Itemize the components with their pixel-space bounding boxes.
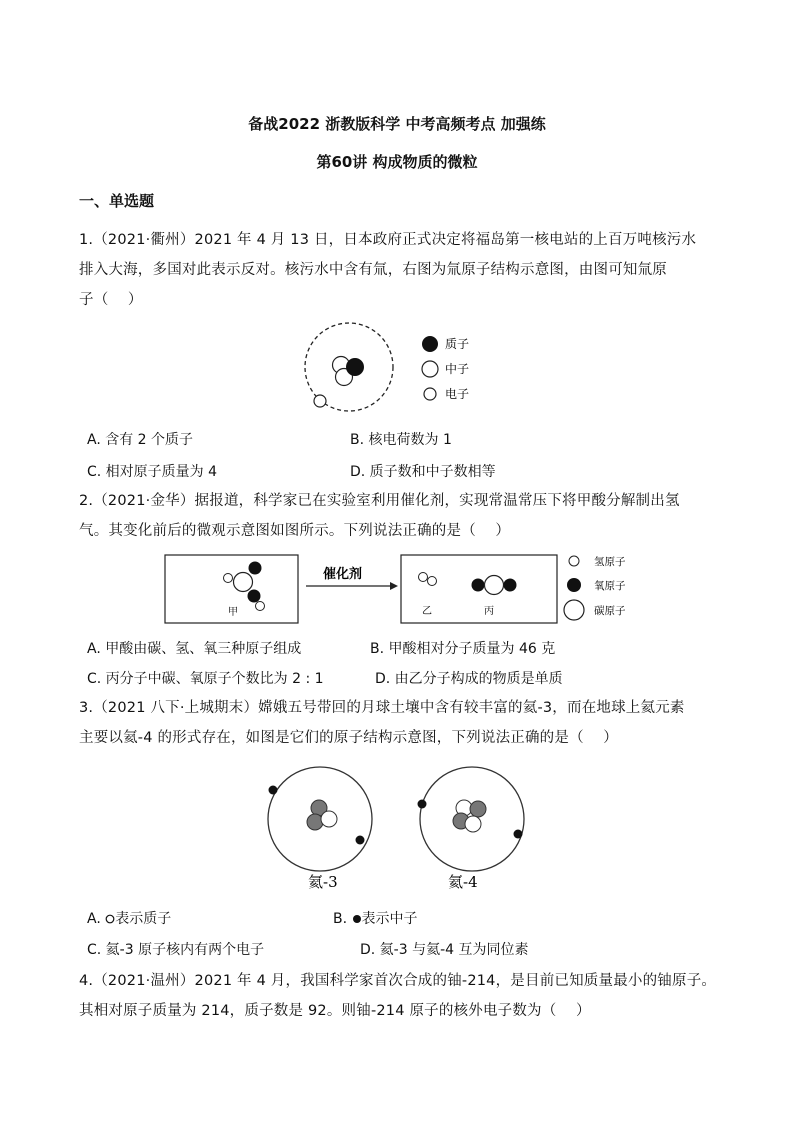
legend-neutron-label: 中子 <box>445 362 470 376</box>
legend-proton-icon <box>422 336 438 352</box>
he4-neutron <box>465 816 481 832</box>
question-4 <box>79 966 749 1026</box>
legend-oxygen-icon <box>567 578 581 592</box>
he3-proton <box>307 814 323 830</box>
legend-neutron-icon <box>422 361 438 377</box>
question-2-line: 2.（2021·金华）据报道，科学家已在实验室利用催化剂，实现常温常压下将甲酸分解制出氢 <box>79 493 680 509</box>
legend-hydrogen-label: 氢原子 <box>594 556 626 568</box>
formic-acid-reaction-diagram <box>164 551 634 627</box>
q3-option-b <box>333 908 418 928</box>
he3-electron <box>356 836 365 845</box>
legend-electron-icon <box>424 388 436 400</box>
q3-option-c: C. 氦-3 原子核内有两个电子 <box>87 942 265 958</box>
carbon-atom <box>234 573 253 592</box>
q1-option-d: D. 质子数和中子数相等 <box>350 464 496 480</box>
q1-option-c: C. 相对原子质量为 4 <box>87 464 218 480</box>
oxygen-atom <box>249 562 262 575</box>
proton <box>347 359 364 376</box>
open-circle-icon <box>105 914 115 924</box>
oxygen-atom <box>248 590 261 603</box>
question-3 <box>79 693 739 753</box>
q3-option-a-prefix: A. <box>87 911 106 927</box>
filled-circle-icon <box>352 914 362 924</box>
question-1-line: 1.（2021·衢州）2021 年 4 月 13 日，日本政府正式决定将福岛第一核电站的上百万吨核污水 <box>79 232 697 248</box>
q2-option-b: B. 甲酸相对分子质量为 46 克 <box>370 641 556 657</box>
q2-option-a: A. 甲酸由碳、氢、氧三种原子组成 <box>87 641 302 657</box>
he3-neutron <box>321 811 337 827</box>
q3-option-b-prefix: B. <box>333 911 352 927</box>
he3-label: 氦-3 <box>308 873 338 891</box>
he4-label: 氦-4 <box>448 873 478 891</box>
he4-proton <box>470 801 486 817</box>
label-bing: 丙 <box>484 606 494 617</box>
question-1-line: 子（ ） <box>79 292 143 308</box>
oxygen-atom <box>472 579 485 592</box>
section-heading: 一、单选题 <box>79 192 155 210</box>
tritium-atom-diagram <box>295 322 485 414</box>
label-jia: 甲 <box>228 607 238 618</box>
hydrogen-atom <box>224 574 233 583</box>
q2-option-d: D. 由乙分子构成的物质是单质 <box>375 671 563 687</box>
question-2-line: 气。其变化前后的微观示意图如图所示。下列说法正确的是（ ） <box>79 523 511 539</box>
he4-electron <box>418 800 427 809</box>
legend-carbon-label: 碳原子 <box>594 605 626 617</box>
he4-electron <box>514 830 523 839</box>
legend-hydrogen-icon <box>569 556 579 566</box>
question-3-line: 主要以氦-4 的形式存在，如图是它们的原子结构示意图，下列说法正确的是（ ） <box>79 730 618 746</box>
q1-option-a: A. 含有 2 个质子 <box>87 432 194 448</box>
q1-option-b: B. 核电荷数为 1 <box>350 432 452 448</box>
he3-electron <box>269 786 278 795</box>
q3-option-a-text: 表示质子 <box>115 911 172 927</box>
hydrogen-atom <box>419 573 428 582</box>
q2-option-c: C. 丙分子中碳、氧原子个数比为 2 : 1 <box>87 671 324 687</box>
question-1 <box>79 225 739 315</box>
legend-oxygen-label: 氧原子 <box>594 580 626 592</box>
helium-isotopes-diagram <box>262 764 532 894</box>
arrow-head-icon <box>390 582 398 590</box>
label-yi: 乙 <box>422 606 432 617</box>
document-title: 备战2022 浙教版科学 中考高频考点 加强练 <box>248 115 546 133</box>
electron <box>314 395 326 407</box>
question-2 <box>79 486 739 546</box>
question-3-line: 3.（2021 八下·上城期末）嫦娥五号带回的月球土壤中含有较丰富的氦-3，而在地球上氦元素 <box>79 700 685 716</box>
q3-option-d: D. 氦-3 与氦-4 互为同位素 <box>360 942 529 958</box>
legend-carbon-icon <box>564 600 584 620</box>
lesson-subtitle: 第60讲 构成物质的微粒 <box>316 153 478 171</box>
carbon-atom <box>485 576 504 595</box>
question-4-line: 4.（2021·温州）2021 年 4 月，我国科学家首次合成的铀-214，是目前已知质量最小的铀原子。 <box>79 973 717 989</box>
oxygen-atom <box>504 579 517 592</box>
legend-electron-label: 电子 <box>445 387 470 401</box>
legend-proton-label: 质子 <box>445 337 470 351</box>
hydrogen-atom <box>256 602 265 611</box>
q3-option-a <box>87 908 171 928</box>
catalyst-label: 催化剂 <box>323 567 363 582</box>
hydrogen-atom <box>428 577 437 586</box>
question-1-line: 排入大海，多国对此表示反对。核污水中含有氚，右图为氚原子结构示意图，由图可知氚原 <box>79 262 667 278</box>
q3-option-b-text: 表示中子 <box>361 911 418 927</box>
question-4-line: 其相对原子质量为 214，质子数是 92。则铀-214 原子的核外电子数为（ ） <box>79 1003 591 1019</box>
